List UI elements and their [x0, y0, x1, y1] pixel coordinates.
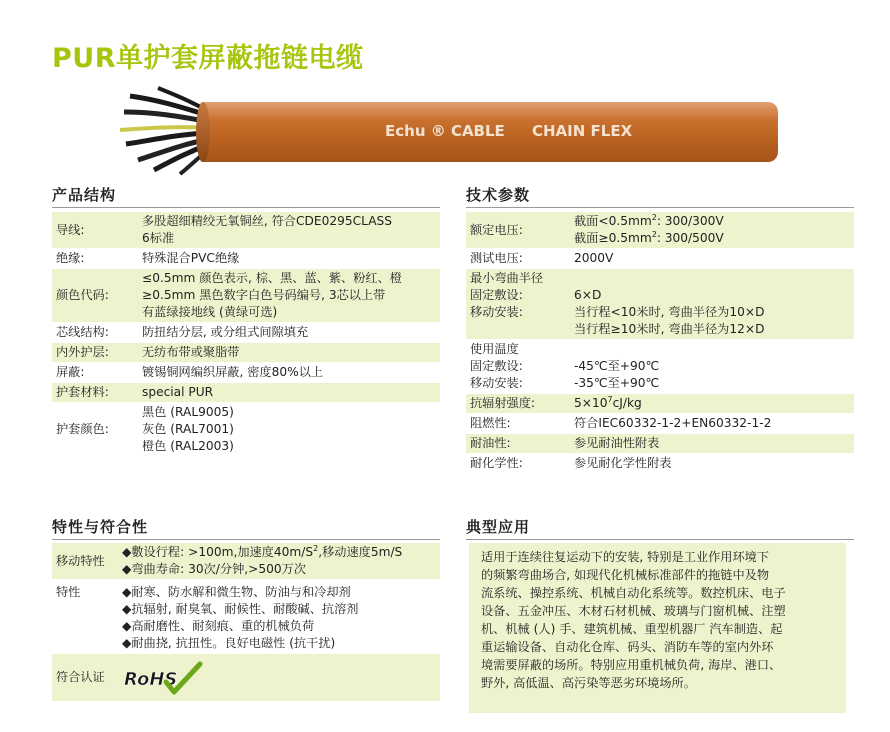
value-line: 当行程≥10米时, 弯曲半径为12×D [574, 322, 765, 336]
value-line: 6×D [574, 288, 602, 302]
features-heading: 特性与符合性 [52, 518, 149, 536]
page-title: PUR单护套屏蔽拖链电缆 [52, 43, 364, 74]
value-line: 无纺布带或聚脂带 [142, 345, 240, 359]
row-label: 移动特性 [52, 543, 118, 580]
applications-heading: 典型应用 [466, 518, 531, 536]
table-row [52, 269, 440, 323]
table-row [52, 343, 440, 363]
value-line: 截面$<0.5mm^2$: 300/300V [574, 212, 724, 228]
value-line [574, 341, 850, 358]
divider [52, 539, 440, 540]
label-line: 移动安装: [470, 376, 523, 390]
value-line: ≥0.5mm 黑色数字白色号码编号, 3芯以上带 [142, 288, 386, 302]
table-row [52, 323, 440, 343]
row-value [118, 543, 440, 580]
table-row [466, 394, 854, 414]
table-row [466, 212, 854, 249]
table-row [52, 383, 440, 403]
text-line: 设备、五金冲压、木材石材机械、玻璃与门窗机械、注塑 [481, 604, 786, 618]
label-line: 固定敷设: [470, 359, 523, 373]
row-label: 芯线结构: [56, 325, 109, 339]
row-label: 特性 [56, 585, 81, 599]
label-line: 移动安装: [470, 305, 523, 319]
row-value: 参见耐化学性附表 [574, 456, 672, 470]
row-value [138, 212, 440, 249]
value-line: -35℃至+90℃ [574, 376, 660, 390]
value-line: 橙色 (RAL2003) [142, 439, 234, 453]
product-structure-table [52, 212, 440, 457]
row-label: 护套材料: [52, 383, 138, 403]
label-line: 最小弯曲半径 [470, 271, 544, 285]
divider [52, 207, 440, 208]
row-value [570, 340, 854, 394]
product-structure-heading: 产品结构 [52, 186, 117, 204]
row-label: 耐油性: [466, 434, 570, 454]
text-line: 重运输设备、自动化仓库、码头、消防车等的室内外环 [481, 640, 774, 654]
svg-text:RoHS: RoHS [124, 668, 178, 690]
cable-end [196, 102, 210, 162]
applications-text [469, 543, 846, 713]
table-row [466, 414, 854, 434]
label-line: 固定敷设: [470, 288, 523, 302]
text-line: 的频繁弯曲场合, 如现代化机械标准部件的拖链中及物 [481, 568, 770, 582]
table-row [466, 249, 854, 269]
cable-series: CHAIN FLEX [532, 122, 633, 140]
value-line: 多股超细精绞无氧铜丝, 符合CDE0295CLASS [142, 214, 392, 228]
row-label: 额定电压: [466, 212, 570, 249]
text-line: 境需要屏蔽的场所。特别应用重机械负荷, 海岸、港口、 [481, 658, 782, 672]
rohs-logo-icon [122, 660, 208, 696]
row-label: 抗辐射强度: [466, 394, 570, 414]
value-line: 镀锡铜网编织屏蔽, 密度80%以上 [142, 365, 324, 379]
table-row [466, 269, 854, 340]
value-line: 灰色 (RAL7001) [142, 422, 234, 436]
row-label: 阻燃性: [470, 416, 511, 430]
row-label: 绝缘: [56, 251, 85, 265]
divider [466, 207, 854, 208]
row-label: 颜色代码: [52, 269, 138, 323]
value-line: 6标准 [142, 231, 175, 245]
row-value: $5\times 10^7cJ/kg$ [570, 394, 854, 414]
row-value [570, 269, 854, 340]
tech-params-table [466, 212, 854, 474]
features-table [52, 543, 440, 702]
value-line: special PUR [142, 385, 214, 399]
text-line: 机、机械 (人) 手、建筑机械、重型机器厂 汽车制造、起 [481, 622, 783, 636]
row-label: 屏蔽: [56, 365, 85, 379]
table-row [52, 580, 440, 654]
value-line: 特殊混合PVC绝缘 [142, 251, 240, 265]
text-line: 适用于连续往复运动下的安装, 特别是工业作用环境下 [481, 550, 770, 564]
table-row [52, 249, 440, 269]
row-label: 测试电压: [470, 251, 523, 265]
value-line: 防扭结分层, 或分组式间隙填充 [142, 325, 309, 339]
table-row [52, 543, 440, 580]
row-label: 内外护层: [52, 343, 138, 363]
value-line: ◆耐曲挠, 抗扭性。良好电磁性 (抗干扰) [122, 636, 336, 650]
row-label: 导线: [52, 212, 138, 249]
row-value [138, 363, 440, 383]
table-row [52, 363, 440, 383]
value-line: ◆數设行程: >100m,加速度$40m/S^2$,移动速度5m/S [122, 543, 403, 559]
text-line: 流系统、操控系统、机械自动化系统等。数控机床、电子 [481, 586, 786, 600]
divider [466, 539, 854, 540]
table-row [466, 434, 854, 454]
table-row [52, 403, 440, 457]
value-line: 有蓝绿接地线 (黄绿可选) [142, 305, 278, 319]
row-value [118, 580, 440, 654]
text-line: 野外, 高低温、高污染等恶劣环境场所。 [481, 676, 696, 690]
value-line: ◆抗辐射, 耐臭氧、耐候性、耐酸碱、抗溶剂 [122, 602, 359, 616]
row-value [118, 654, 440, 702]
value-line: 黑色 (RAL9005) [142, 405, 234, 419]
table-row [466, 340, 854, 394]
row-value: 2000V [574, 251, 614, 265]
row-label: 护套颜色: [56, 422, 109, 436]
label-line [470, 321, 566, 338]
label-line: 使用温度 [470, 342, 519, 356]
value-line: ◆弯曲寿命: 30次/分钟,>500万次 [122, 562, 307, 576]
table-row [466, 454, 854, 474]
value-line: 当行程<10米时, 弯曲半径为10×D [574, 305, 765, 319]
value-line [574, 270, 850, 287]
row-label [466, 269, 570, 340]
row-value [570, 212, 854, 249]
row-value: 参见耐油性附表 [570, 434, 854, 454]
table-row [52, 654, 440, 702]
row-value [138, 323, 440, 343]
value-line: 截面$\ge 0.5mm^2$: 300/500V [574, 229, 724, 245]
row-label [466, 340, 570, 394]
table-row [52, 212, 440, 249]
row-label: 符合认证 [52, 654, 118, 702]
row-value [138, 343, 440, 363]
tech-params-heading: 技术参数 [466, 186, 531, 204]
row-value [138, 249, 440, 269]
value-line: ◆高耐磨性、耐刻痕、重的机械负荷 [122, 619, 315, 633]
row-value [138, 269, 440, 323]
value-line: ◆耐寒、防水解和微生物、防油与和冷却剂 [122, 585, 351, 599]
value-line: -45℃至+90℃ [574, 359, 660, 373]
row-value: 符合IEC60332-1-2+EN60332-1-2 [574, 416, 772, 430]
row-value [138, 403, 440, 457]
value-line: ≤0.5mm 颜色表示, 棕、黑、蓝、紫、粉红、橙 [142, 271, 402, 285]
row-value [138, 383, 440, 403]
cable-image [118, 86, 778, 176]
row-label: 耐化学性: [470, 456, 523, 470]
cable-brand: Echu ® CABLE [385, 122, 505, 140]
